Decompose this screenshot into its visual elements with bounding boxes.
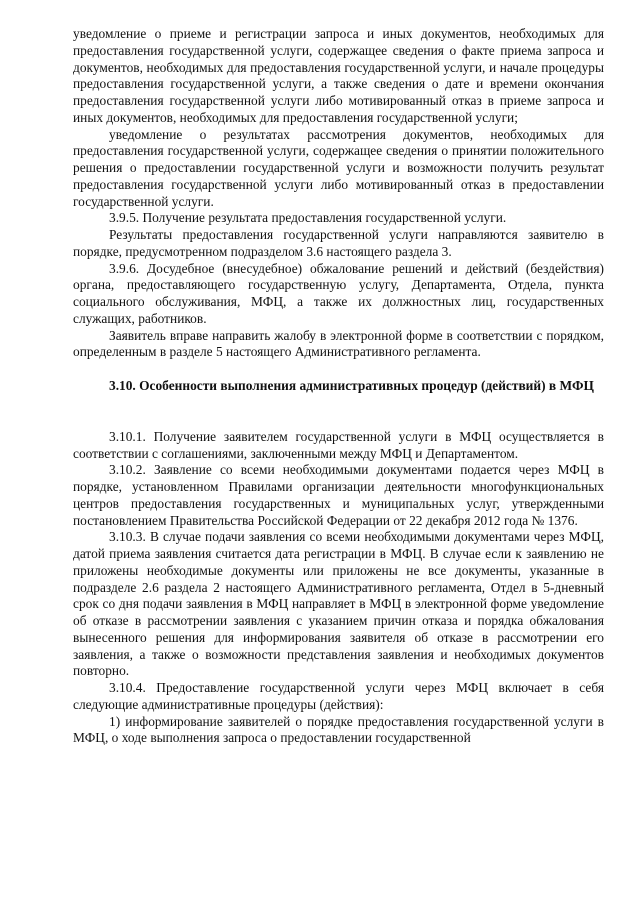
section-heading-3-10: 3.10. Особенности выполнения административных процедур (действий) в МФЦ — [109, 378, 594, 393]
paragraph-notification-results: уведомление о результатах рассмотрения документов, необходимых для предоставления государственной услуги, содержащее сведения о принятии положительного решения о предоставлении государственной услуги и возможности получить результат предоставления государственной услуги либо мотивированный отказ в предоставлении государственной услуги. — [73, 126, 604, 209]
paragraph-results-delivery: Результаты предоставления государственной услуги направляются заявителю в порядке, предусмотренном подразделом 3.6 настоящего раздела 3. — [73, 227, 604, 259]
section-heading-block — [73, 378, 604, 395]
paragraph-3-10-4: 3.10.4. Предоставление государственной услуги через МФЦ включает в себя следующие административные процедуры (действия): — [73, 680, 604, 712]
paragraph-3-9-6: 3.9.6. Досудебное (внесудебное) обжалование решений и действий (бездействия) органа, предоставляющего государственную услугу, Департамента, Отдела, пункта социального обслуживания, МФЦ, а также их должностных лиц, государственных служащих, работников. — [73, 260, 604, 326]
paragraph-3-10-3: 3.10.3. В случае подачи заявления со всеми необходимыми документами через МФЦ, датой приема заявления считается дата регистрации в МФЦ. В случае если к заявлению не приложены необходимые документы или приложены не все документы, указанные в подразделе 2.6 раздела 2 настоящего Административного регламента, Отдел в 5-дневный срок со дня подачи заявления в МФЦ направляет в МФЦ в электронной форме уведомление об отказе в рассмотрении заявления с указанием причин отказа и порядка обжалования вынесенного решения для информирования заявителя об отказе в рассмотрении его заявления, а также о возможности представления заявления и необходимых документов повторно. — [73, 529, 604, 679]
paragraph-item-1: 1) информирование заявителей о порядке предоставления государственной услуги в МФЦ, о ходе выполнения запроса о предоставлении государственной — [73, 713, 604, 746]
paragraph-3-10-2: 3.10.2. Заявление со всеми необходимыми документами подается через МФЦ в порядке, установленном Правилами организации деятельности многофункциональных центров предоставления государственных и муниципальных услуг, утвержденными постановлением Правительства Российской Федерации от 22 декабря 2012 года № 1376. — [73, 462, 604, 528]
paragraph-3-10-1: 3.10.1. Получение заявителем государственной услуги в МФЦ осуществляется в соответствии с соглашениями, заключенными между МФЦ и Департаментом. — [73, 428, 604, 461]
paragraph-complaint: Заявитель вправе направить жалобу в электронной форме в соответствии с порядком, определенным в разделе 5 настоящего Административного регламента. — [73, 327, 604, 360]
paragraph-3-9-5: 3.9.5. Получение результата предоставления государственной услуги. — [109, 210, 507, 226]
paragraph-notification-receipt: уведомление о приеме и регистрации запроса и иных документов, необходимых для предоставления государственной услуги, содержащее сведения о факте приема запроса и документов, необходимых для предоставления государственной услуги, и начале процедуры предоставления государственной услуги, а также сведения о дате и времени окончания предоставления государственной услуги либо мотивированный отказ в приеме запроса и иных документов, необходимых для предоставления государственной услуги; — [73, 26, 604, 125]
